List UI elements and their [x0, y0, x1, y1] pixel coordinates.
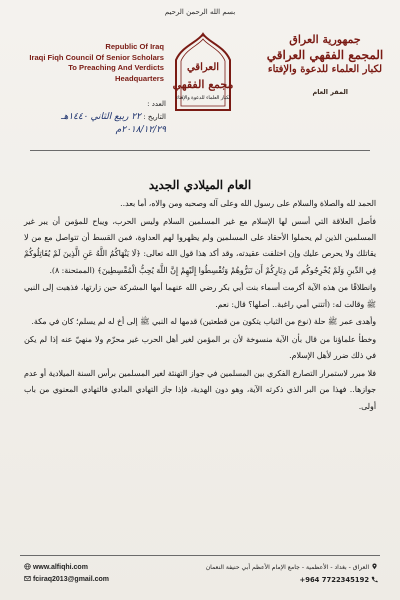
date-label: التاريخ :	[143, 113, 166, 121]
arabic-letterhead-line-2: المجمع الفقهي العراقي	[266, 48, 384, 62]
reference-block	[36, 98, 166, 137]
arabic-letterhead	[260, 32, 390, 77]
globe-icon	[24, 563, 31, 570]
footer-address-row	[178, 562, 378, 574]
footer-address: العراق - بغداد - الأعظمية - جامع الإمام الأعظم أبي حنيفة النعمان	[205, 564, 370, 571]
headquarters-label: المقر العام	[312, 88, 348, 96]
reference-number-row	[36, 98, 166, 111]
footer-phone-row	[178, 574, 378, 587]
letterhead-line-2: Iraqi Fiqh Council Of Senior Scholars	[29, 52, 164, 62]
paragraph-5: وخطأ علماؤنا من قال بأن الآية منسوخة لأن بر المؤمن لغير أهل الحرب غير محرّم ولا منهيّ عنه إذا لم يكن في ذلك ضرر لأهل الإسلام.	[24, 334, 376, 361]
website-link[interactable]: www.alfiqhi.com	[32, 564, 88, 571]
english-letterhead	[4, 42, 164, 84]
footer-contact-address	[178, 562, 378, 587]
phone-icon	[371, 576, 378, 583]
footer-contact-web	[24, 562, 164, 586]
number-label: العدد :	[147, 100, 166, 108]
letterhead-line-1: Republic Of Iraq	[105, 42, 164, 51]
footer-website-row	[24, 562, 164, 574]
paragraph-3: وانطلاقًا من هذه الآية أكرمت أسماء بنت أبي بكر رضي الله عنهما أمها المشركة حين زارتها، فذهبت إلى النبي ﷺ وقالت له: (أتتني أمي راغبة.. أصلها؟ قال: نعم.	[24, 283, 376, 309]
date-gregorian: ۲۰۱۸/۱۲/۲۹م	[115, 125, 166, 135]
reference-date-gregorian-row	[36, 124, 166, 137]
paragraph-6: فلا مبرر لاستمرار التصارع الفكري بين المسلمين في جواز التهنئة لغير المسلمين برأس السنة الميلادية أو عدم جوازها.. فهذا من البر الذي ذكرته الآية، وهو دون الهدية، فإذا جاز التهادي المادي فالتهادي المعنوي من باب أولى.	[24, 368, 376, 411]
email-link[interactable]: fciraq2013@gmail.com	[32, 576, 110, 583]
letterhead-line-4: Headquarters	[115, 73, 164, 83]
paragraph-2: فأصل العلاقة التي أسس لها الإسلام مع غير المسلمين السلام وليس الحرب، ويباح للمؤمن أن يبر غير المسلمين الذين لم يحملوا الأحقاد على المسلمين ولم يظهروا لهم العداوة، فمن القسط أن تتواصل مع من لا يقاتلك ولا يحرص عليك وإن اختلفت عقيدته، وقد أكد هذا قول الله تعالى: ﴿لَا يَنْهَاكُمُ اللَّهُ عَنِ الَّذِينَ لَمْ يُقَاتِلُوكُمْ فِي الدِّينِ وَلَمْ يُخْرِجُوكُم مِّن دِيَارِكُمْ أَن تَبَرُّوهُمْ وَتُقْسِطُوا إِلَيْهِمْ إِنَّ اللَّهَ يُحِبُّ الْمُقْسِطِينَ﴾ (الممتحنة: ٨).	[24, 216, 376, 275]
location-pin-icon	[371, 563, 378, 570]
logo-text-line-1: العراقي	[186, 62, 220, 73]
logo-text-line-2: مجمع الفقهي	[172, 78, 234, 91]
footer-phone[interactable]: +964 7722345192	[299, 576, 370, 584]
footer-email-row	[24, 574, 164, 586]
arabic-letterhead-line-3: لكبار العلماء للدعوة والإفتاء	[267, 64, 383, 75]
paragraph-1: الحمد لله والصلاة والسلام على رسول الله وعلى آله وصحبه ومن والاه، أما بعد..	[120, 199, 376, 208]
email-icon	[24, 575, 31, 582]
header-divider	[30, 150, 370, 151]
document-title: العام الميلادي الجديد	[148, 178, 252, 192]
footer-divider	[20, 555, 380, 556]
reference-date-row	[36, 111, 166, 124]
paragraph-4: وأهدى عمر ﷺ حلة (نوع من الثياب يتكون من قطعتين) قدمها له النبي ﷺ إلى أخ له لم يسلم؛ كان في مكة.	[31, 317, 376, 327]
document-body	[24, 196, 376, 416]
letterhead-line-3: To Preaching And Verdicts	[68, 63, 164, 72]
arabic-letterhead-line-1: جمهورية العراق	[289, 33, 361, 46]
basmala-calligraphy: بسم الله الرحمن الرحيم	[164, 8, 236, 16]
logo-tagline: لكبار العلماء للدعوة والإفتاء	[175, 96, 231, 101]
council-logo	[164, 32, 242, 112]
date-hijri: ۲۲ ربيع الثاني ١٤٤٠هـ	[60, 112, 141, 122]
